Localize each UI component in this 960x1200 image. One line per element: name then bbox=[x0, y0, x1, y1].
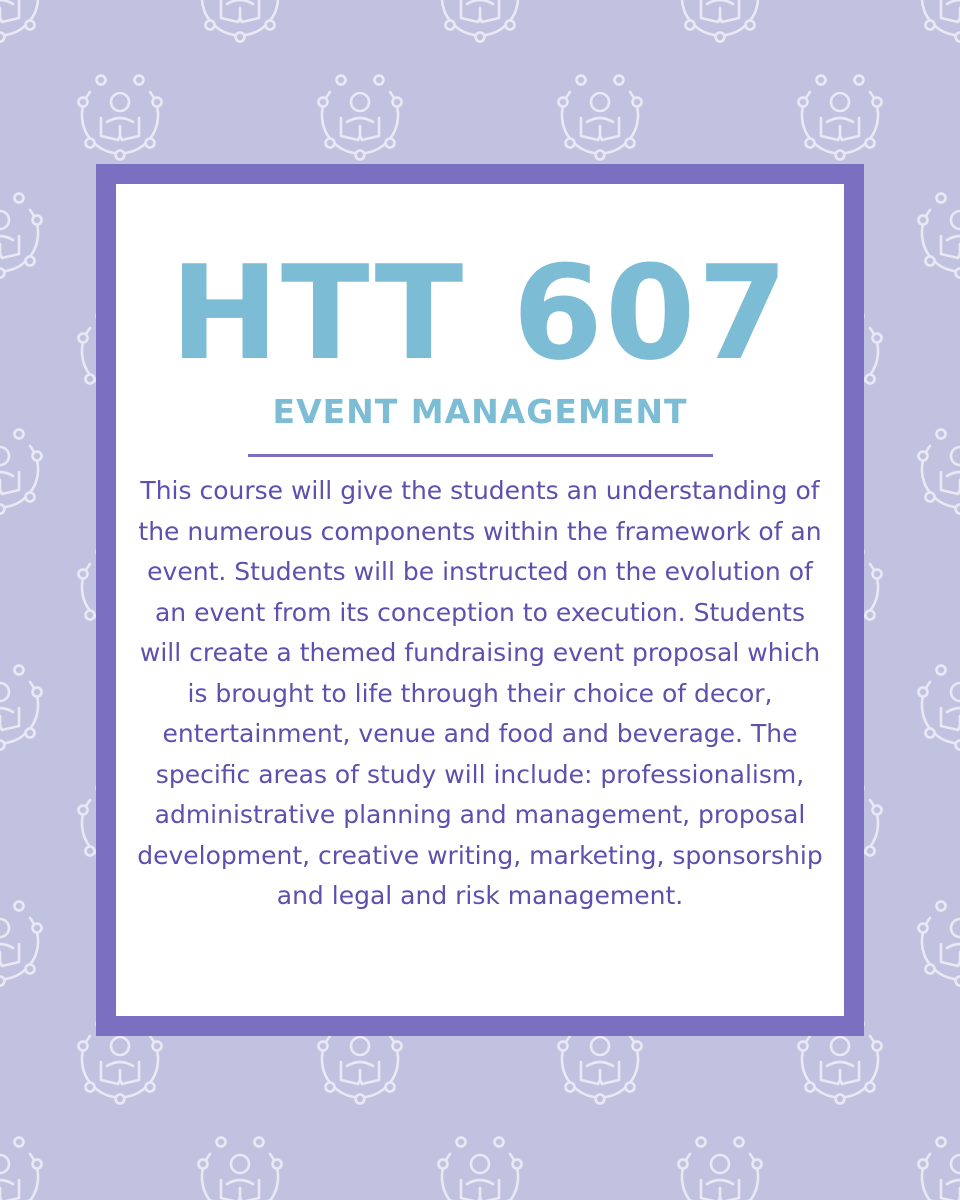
student-network-icon bbox=[319, 76, 402, 160]
student-network-icon bbox=[919, 0, 960, 42]
student-network-icon bbox=[919, 194, 960, 278]
course-card-frame bbox=[96, 164, 864, 1036]
course-name: EVENT MANAGEMENT bbox=[272, 392, 688, 431]
student-network-icon bbox=[79, 76, 162, 160]
student-network-icon bbox=[679, 0, 762, 42]
student-network-icon bbox=[0, 430, 42, 514]
student-network-icon bbox=[439, 1138, 522, 1200]
student-network-icon bbox=[919, 902, 960, 986]
student-network-icon bbox=[0, 1138, 42, 1200]
student-network-icon bbox=[0, 666, 42, 750]
student-network-icon bbox=[199, 0, 282, 42]
student-network-icon bbox=[919, 666, 960, 750]
student-network-icon bbox=[559, 76, 642, 160]
student-network-icon bbox=[439, 0, 522, 42]
course-code: HTT 607 bbox=[170, 237, 790, 389]
student-network-icon bbox=[919, 1138, 960, 1200]
student-network-icon bbox=[0, 0, 42, 42]
course-description: This course will give the students an understanding of the numerous components within the framework of an event. Students will be instructed on the evolution of an event from its conception to execution. Students will create a themed fundraising event proposal which is brought to life through their choice of decor, entertainment, venue and food and beverage. The specific areas of study will include: professionalism, administrative planning and management, proposal development, creative writing, marketing, sponsorship and legal and risk management. bbox=[137, 476, 823, 910]
course-card bbox=[116, 184, 844, 1016]
student-network-icon bbox=[919, 430, 960, 514]
title-divider bbox=[248, 454, 713, 457]
student-network-icon bbox=[0, 902, 42, 986]
student-network-icon bbox=[0, 194, 42, 278]
student-network-icon bbox=[199, 1138, 282, 1200]
student-network-icon bbox=[799, 76, 882, 160]
student-network-icon bbox=[679, 1138, 762, 1200]
